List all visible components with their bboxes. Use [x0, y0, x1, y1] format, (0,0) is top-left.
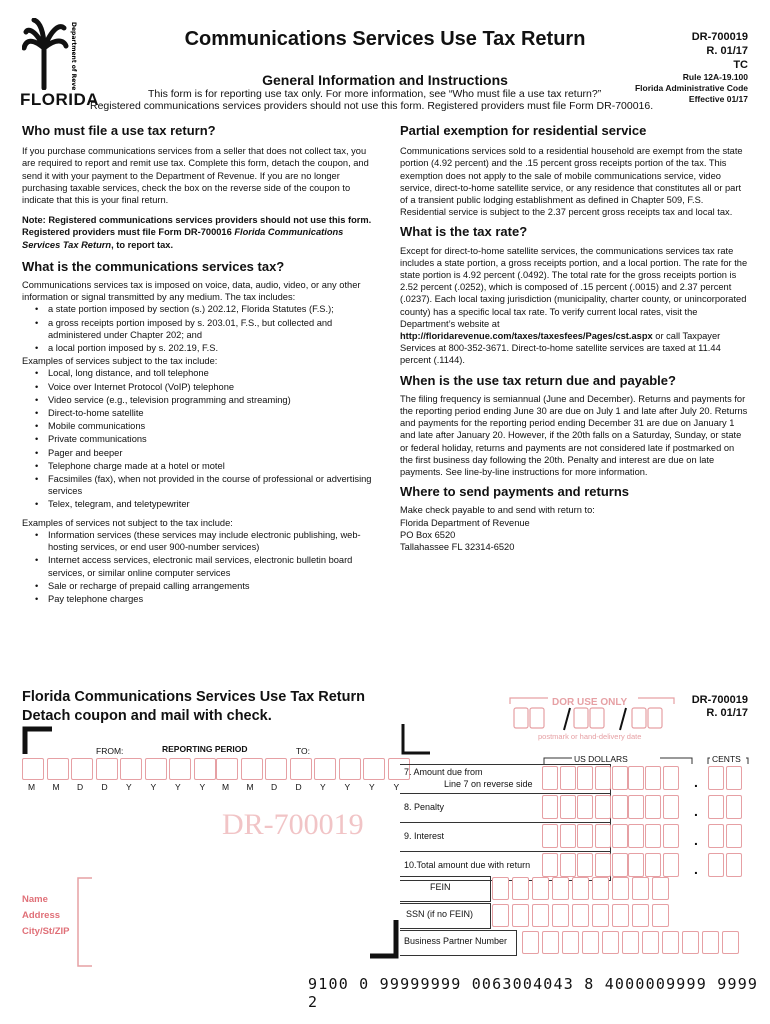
- amount-digit-box[interactable]: [595, 824, 611, 848]
- date-format-letter: Y: [175, 782, 181, 792]
- section-heading: Where to send payments and returns: [400, 484, 629, 500]
- section-heading: Who must file a use tax return?: [22, 123, 216, 138]
- amount-digit-box[interactable]: [628, 795, 644, 819]
- bpn-digit-box[interactable]: [602, 931, 619, 954]
- tax-rate-link[interactable]: http://floridarevenue.com/taxes/taxesfees/Pages/cst.aspx: [400, 331, 653, 342]
- amount-digit-box[interactable]: [663, 766, 679, 790]
- date-digit-box[interactable]: [22, 758, 44, 780]
- amount-digit-box[interactable]: [560, 795, 576, 819]
- amount-digit-box[interactable]: [577, 853, 593, 877]
- bpn-digit-box[interactable]: [562, 931, 579, 954]
- date-digit-box[interactable]: [145, 758, 167, 780]
- amount-digit-box[interactable]: [663, 824, 679, 848]
- fein-digit-box[interactable]: [592, 877, 609, 900]
- rule-citation: Rule 12A-19.100 Florida Administrative Code Effective 01/17: [634, 72, 748, 104]
- cents-digit-box[interactable]: [708, 824, 724, 848]
- cents-digit-box[interactable]: [708, 853, 724, 877]
- fein-digit-box[interactable]: [532, 877, 549, 900]
- bpn-digit-box[interactable]: [622, 931, 639, 954]
- amount-digit-box[interactable]: [645, 795, 661, 819]
- decimal-point: .: [694, 774, 698, 790]
- amount-digit-box[interactable]: [560, 824, 576, 848]
- date-digit-box[interactable]: [241, 758, 263, 780]
- page-title: Communications Services Use Tax Return: [184, 28, 586, 50]
- form-number: DR-700019 R. 01/17 TC: [691, 31, 748, 71]
- fein-digit-box[interactable]: [552, 877, 569, 900]
- list-item: • Video service (e.g., television programming and streaming): [35, 394, 372, 406]
- amount-digit-box[interactable]: [645, 853, 661, 877]
- date-digit-box[interactable]: [47, 758, 69, 780]
- section-heading: What is the tax rate?: [400, 224, 528, 240]
- list-item: • a gross receipts portion imposed by s. 203.01, F.S., but collected and administered under Chapter 202; and: [35, 317, 372, 341]
- date-format-letter: Y: [150, 782, 157, 792]
- cents-digit-box[interactable]: [726, 795, 742, 819]
- bpn-digit-box[interactable]: [722, 931, 739, 954]
- amount-digit-box[interactable]: [663, 853, 679, 877]
- bpn-digit-box[interactable]: [542, 931, 559, 954]
- form-watermark: DR-700019: [222, 808, 364, 841]
- date-format-letter: M: [222, 782, 230, 792]
- list-item: • Direct-to-home satellite: [35, 407, 372, 419]
- amount-digit-box[interactable]: [595, 853, 611, 877]
- to-label: TO:: [296, 746, 311, 756]
- amount-digit-box[interactable]: [628, 824, 644, 848]
- list-item: • Private communications: [35, 433, 372, 445]
- date-format-letter: D: [271, 782, 278, 792]
- list-item: • Local, long distance, and toll telephone: [35, 367, 372, 379]
- cents-digit-box[interactable]: [708, 766, 724, 790]
- fein-digit-box[interactable]: [632, 877, 649, 900]
- list-item: • a state portion imposed by section (s.) 202.12, Florida Statutes (F.S.);: [35, 303, 372, 315]
- intro-text: This form is for reporting use tax only. For more information, see “Who must file a use tax return?” Registered communications services providers should not use this form. Registered providers must file Form DR-700016.: [90, 88, 654, 112]
- date-digit-box[interactable]: [363, 758, 385, 780]
- amount-digit-box[interactable]: [612, 824, 628, 848]
- section-heading: Partial exemption for residential service: [400, 123, 647, 138]
- ssn-digit-box[interactable]: [592, 904, 609, 927]
- date-format-letter: M: [246, 782, 254, 792]
- corner-mark: [22, 726, 62, 756]
- ssn-digit-box[interactable]: [632, 904, 649, 927]
- coupon-title: Florida Communications Services Use Tax Return Detach coupon and mail with check.: [22, 689, 365, 724]
- date-digit-box[interactable]: [216, 758, 238, 780]
- list-heading: Examples of services subject to the tax include:: [22, 356, 218, 367]
- date-format-letter: Y: [320, 782, 326, 792]
- subject-list: [22, 367, 372, 510]
- amount-digit-box[interactable]: [577, 824, 593, 848]
- amount-digit-box[interactable]: [612, 766, 628, 790]
- list-item: • Internet access services, electronic mail services, electronic bulletin board services, or similar online computer services: [35, 554, 372, 578]
- fein-digit-box[interactable]: [572, 877, 589, 900]
- fein-digit-box[interactable]: [652, 877, 669, 900]
- paragraph: If you purchase communications services from a seller that does not collect tax, you are required to report and remit use tax. Complete this form, detach the coupon, and send it with your payment to the Department of Revenue. If you are no longer purchasing taxable services, check the box on the reverse side of the coupon to indicate that this is your final return.: [22, 146, 369, 206]
- line-10: 10.Total amount due with return: [400, 851, 611, 881]
- amount-digit-box[interactable]: [645, 766, 661, 790]
- fein-digit-box[interactable]: [612, 877, 629, 900]
- ssn-digit-box[interactable]: [612, 904, 629, 927]
- right-column: [400, 125, 748, 553]
- decimal-point: .: [694, 832, 698, 848]
- paragraph: Communications services tax is imposed on voice, data, audio, video, or any other information or signal transmitted by any medium. The tax includes:: [22, 280, 361, 303]
- date-format-letter: M: [28, 782, 36, 792]
- decimal-point: .: [694, 861, 698, 877]
- amount-digit-box[interactable]: [560, 853, 576, 877]
- paragraph: Communications services sold to a residential household are exempt from the state portion (4.92 percent) and the .15 percent gross receipts portion of the tax. This exemption does not apply to the sale of mobile communications service, video service, direct-to-home satellite service, or any residence that constitutes all or part of a transient public lodging establishment as defined in Chapter 509, F.S. Residential service is subject to the 2.37 percent gross receipts tax and local tax.: [400, 146, 743, 218]
- date-digit-box[interactable]: [290, 758, 312, 780]
- cents-digit-box[interactable]: [708, 795, 724, 819]
- coupon-form-number: DR-700019 R. 01/17: [691, 694, 748, 719]
- section-heading: What is the communications services tax?: [22, 258, 285, 274]
- list-item: • Voice over Internet Protocol (VoIP) telephone: [35, 381, 372, 393]
- amount-digit-box[interactable]: [595, 795, 611, 819]
- list-item: • Information services (these services may include electronic publishing, web-hosting services, or end user 900-number services): [35, 529, 372, 553]
- postmark-label: postmark or hand-delivery date: [538, 732, 642, 741]
- date-format-letter: D: [77, 782, 84, 792]
- date-format-letter: D: [101, 782, 108, 792]
- date-format-letter: M: [52, 782, 60, 792]
- tax-list: [22, 303, 372, 354]
- cents-label: CENTS: [712, 754, 741, 764]
- date-digit-box[interactable]: [169, 758, 191, 780]
- date-digit-box[interactable]: [96, 758, 118, 780]
- amount-digit-box[interactable]: [542, 824, 558, 848]
- amount-digit-box[interactable]: [645, 824, 661, 848]
- date-digit-box[interactable]: [120, 758, 142, 780]
- bpn-digit-box[interactable]: [582, 931, 599, 954]
- date-digit-box[interactable]: [194, 758, 216, 780]
- dor-use-box: [508, 694, 678, 734]
- svg-text:Department of Revenue: Department of Revenue: [70, 22, 77, 90]
- ocr-scanline: 9100 0 99999999 0063004043 8 4000009999 9999 2: [308, 975, 759, 1011]
- list-heading: Examples of services not subject to the tax include:: [22, 517, 233, 528]
- note: Note: Registered communications services providers should not use this form. Registered providers must file Form DR-700016 Florida Communications Services Tax Return, to report tax.: [22, 215, 372, 250]
- bpn-row: Business Partner Number: [400, 930, 517, 956]
- fein-digit-box[interactable]: [492, 877, 509, 900]
- list-item: • Telex, telegram, and teletypewriter: [35, 498, 372, 510]
- ssn-digit-box[interactable]: [532, 904, 549, 927]
- amount-digit-box[interactable]: [612, 795, 628, 819]
- amount-digit-box[interactable]: [577, 766, 593, 790]
- date-digit-box[interactable]: [339, 758, 361, 780]
- reporting-period-label: REPORTING PERIOD: [162, 744, 248, 754]
- amount-digit-box[interactable]: [577, 795, 593, 819]
- ssn-digit-box[interactable]: [552, 904, 569, 927]
- paragraph: Except for direct-to-home satellite services, the communications services tax rate includes a state portion, a gross receipts portion, and a local portion. The rate for the state portion is 4.92 percent (.0492). The total rate for the gross receipts portion is 2.52 percent (.0252), which is composed of .15 percent (.0015) and 2.37 percent (.0237). Each local taxing jurisdiction (municipality, charter county, or unincorporated county) has a specific local tax rate. To verify current local rates, visit the Department’s website at http://floridarevenue.com/taxes/taxesfees/Pages/cst.aspx or call Taxpayer Services at 800-352-3671. Direct-to-home satellite services are taxed at 11.44 percent (.1144).: [400, 245, 748, 366]
- amount-digit-box[interactable]: [542, 766, 558, 790]
- amount-digit-box[interactable]: [612, 853, 628, 877]
- date-format-letter: Y: [369, 782, 375, 792]
- left-column: [22, 125, 372, 606]
- amount-digit-box[interactable]: [560, 766, 576, 790]
- bpn-digit-box[interactable]: [662, 931, 679, 954]
- address-bracket: [72, 876, 96, 968]
- line-8: 8. Penalty: [400, 793, 611, 823]
- ssn-digit-box[interactable]: [572, 904, 589, 927]
- date-digit-box[interactable]: [71, 758, 93, 780]
- bpn-digit-box[interactable]: [522, 931, 539, 954]
- cents-digit-box[interactable]: [726, 766, 742, 790]
- paragraph: The filing frequency is semiannual (June and December). Returns and payments for the reporting period ending June 30 are due on July 1 and late after July 20. Returns and payments for the reporting period ending December 31 are due on January 1 and late after January 20. However, if the 20th falls on a Saturday, Sunday, or state or federal holiday, returns and payments are not considered late if postmarked on the first business day following the 20th. Penalty and interest are due on late payments. See line-by-line instructions for more information.: [400, 393, 748, 478]
- dor-use-label: DOR USE ONLY: [552, 697, 628, 708]
- taxpayer-labels: Name Address City/St/ZIP: [22, 894, 70, 937]
- line-9: 9. Interest: [400, 822, 611, 852]
- ssn-digit-box[interactable]: [652, 904, 669, 927]
- not-subject-list: [22, 529, 372, 605]
- line-7: 7. Amount due from Line 7 on reverse side: [400, 764, 611, 794]
- date-format-letter: Y: [199, 782, 206, 792]
- fein-row: FEIN: [400, 876, 491, 902]
- bpn-digit-box[interactable]: [642, 931, 659, 954]
- date-format-letter: D: [295, 782, 302, 792]
- date-digit-box[interactable]: [265, 758, 287, 780]
- ssn-digit-box[interactable]: [512, 904, 529, 927]
- date-format-letter: Y: [393, 782, 400, 792]
- date-format-letter: Y: [344, 782, 351, 792]
- ssn-row: SSN (if no FEIN): [400, 903, 491, 929]
- date-format-letter: Y: [126, 782, 132, 792]
- section-heading: When is the use tax return due and payable?: [400, 372, 676, 388]
- mailing-address: Make check payable to and send with return to: Florida Department of Revenue PO Box 6520 Tallahassee FL 32314-6520: [400, 505, 595, 553]
- list-item: • a local portion imposed by s. 202.19, F.S.: [35, 342, 372, 354]
- amount-digit-box[interactable]: [628, 766, 644, 790]
- decimal-point: .: [694, 803, 698, 819]
- logo-word: FLORIDA: [20, 90, 100, 109]
- date-digit-box[interactable]: [314, 758, 336, 780]
- bpn-digit-box[interactable]: [702, 931, 719, 954]
- amount-digit-box[interactable]: [595, 766, 611, 790]
- us-dollars-label: US DOLLARS: [574, 754, 628, 764]
- list-item: • Pager and beeper: [35, 447, 372, 459]
- amount-digit-box[interactable]: [628, 853, 644, 877]
- corner-mark: [400, 722, 440, 756]
- list-item: • Sale or recharge of prepaid calling arrangements: [35, 580, 372, 592]
- bpn-digit-box[interactable]: [682, 931, 699, 954]
- ssn-digit-box[interactable]: [492, 904, 509, 927]
- general-info-heading: General Information and Instructions: [262, 72, 508, 88]
- amount-digit-box[interactable]: [542, 853, 558, 877]
- list-item: • Pay telephone charges: [35, 593, 372, 605]
- cents-digit-box[interactable]: [726, 824, 742, 848]
- list-item: • Telephone charge made at a hotel or motel: [35, 460, 372, 472]
- list-item: • Mobile communications: [35, 420, 372, 432]
- cents-digit-box[interactable]: [726, 853, 742, 877]
- amount-digit-box[interactable]: [663, 795, 679, 819]
- fein-digit-box[interactable]: [512, 877, 529, 900]
- amount-digit-box[interactable]: [542, 795, 558, 819]
- from-label: FROM:: [96, 746, 124, 756]
- list-item: • Facsimiles (fax), when not provided in the course of professional or advertising services: [35, 473, 372, 497]
- corner-mark: [368, 918, 400, 960]
